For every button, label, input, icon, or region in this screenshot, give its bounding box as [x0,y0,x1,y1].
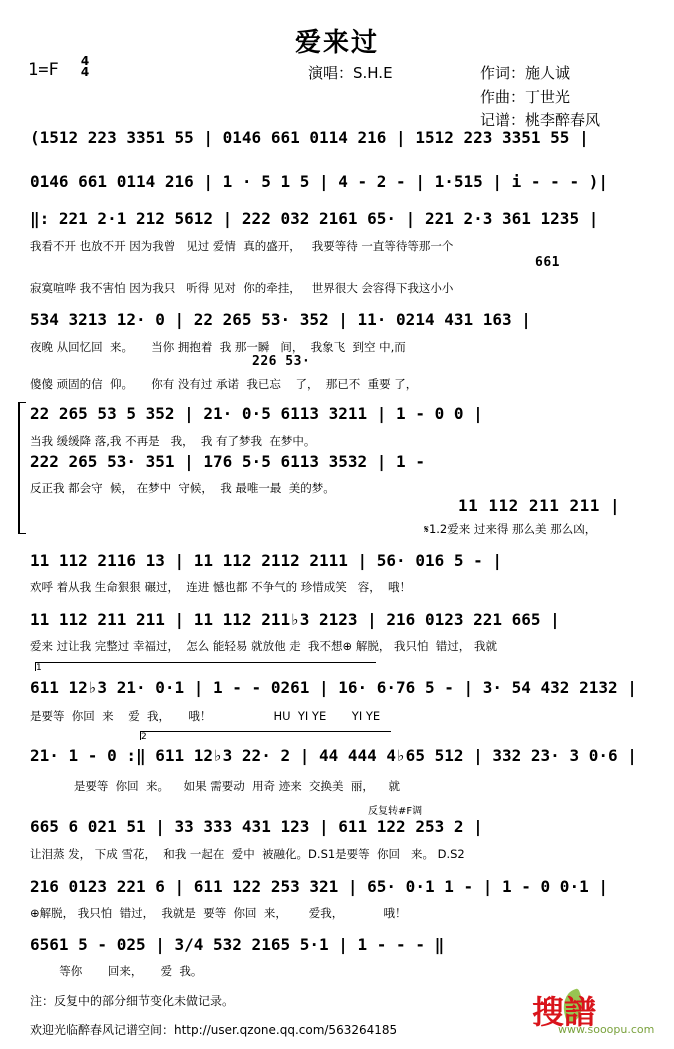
lyric-line-7: 欢呼 着从我 生命狠狠 碾过， 连进 憾也都 不争气的 珍惜成笑 容， 哦！ [30,580,412,594]
footer-link[interactable]: 欢迎光临醉春风记谱空间：http://user.qzone.qq.com/563264185 [30,1023,398,1037]
score-line-2: 0146 661 0114 216 | 1 · 5 1 5 | 4 - 2 - | 1·515 | i - - - )| [30,172,608,191]
lyricist-credit: 作词：施人诚 [480,64,571,82]
score-line-11: 665 6 021 51 | 33 333 431 123 | 611 122 253 2 | [30,817,483,836]
lyric-line-13: 等你 回来， 爱 我。 [30,964,203,978]
lyric-line-4a: 夜晚 从回忆回 来。 当你 拥抱着 我 那一瞬 间， 我象飞 到空 中,而 [30,340,406,354]
lyric-line-4b: 傻傻 顽固的信 仰。 你有 没有过 承诺 我已忘 了， 那已不 重要 了， [30,377,418,391]
volta-1: 1 [35,662,376,671]
score-line-3: ‖: 221 2·1 212 5612 | 222 032 2161 65· | 221 2·3 361 1235 | [30,209,599,228]
transcriber-credit: 记谱：桃李醉春风 [480,111,601,129]
bracket [18,402,26,534]
modulation-marker: 反复转#F调 [368,806,423,817]
lyric-line-3b: 寂寞喧哗 我不害怕 因为我只 听得 见对 你的牵挂， 世界很大 会容得下我这小小 [30,281,454,295]
score-line-7: 11 112 2116 13 | 11 112 2112 2111 | 56· 016 5 - | [30,551,503,570]
logo-url: www.sooopu.com [558,1023,655,1036]
lyric-line-9: 是要等 你回 来 爱 我， 哦！ HU YI YE YI YE [30,709,381,723]
score-line-12: 216 0123 221 6 | 611 122 253 321 | 65· 0·1 1 - | 1 - 0 0·1 | [30,877,608,896]
site-logo[interactable] [518,985,658,1039]
composer-credit: 作曲：丁世光 [480,88,571,106]
lyric-line-6: 𝄋1.2爱来 过来得 那么美 那么凶， [424,522,597,536]
footnote: 注：反复中的部分细节变化未做记录。 [30,994,235,1008]
time-sig-top: 4 [80,54,90,68]
lyric-line-11: 让泪蒸 发， 下成 雪花， 和我 一起在 爱中 被融化。D.S1是要等 你回 来。 D.S2 [30,847,465,861]
lyric-line-12: ⊕解脱， 我只怕 错过， 我就是 要等 你回 来， 爱我， 哦！ [30,906,407,920]
key-signature: 1=F [28,60,59,80]
volta-2: 2 [140,731,391,740]
score-line-10: 21· 1 - 0 :‖ 611 12♭3 22· 2 | 44 444 4♭65 512 | 332 23· 3 0·6 | [30,746,637,765]
score-line-6: 11 112 211 211 | [458,496,621,515]
lyric-line-8: 爱来 过让我 完整过 幸福过， 怎么 能轻易 就放他 走 我不想⊕ 解脱， 我只怕 错过， 我就 [30,639,497,653]
score-line-13: 6561 5 - 025 | 3/4 532 2165 5·1 | 1 - - - ‖ [30,935,445,954]
lyric-line-10: 是要等 你回 来。 如果 需要动 用奇 迹来 交换美 丽， 就 [30,779,400,793]
time-signature [78,56,92,78]
score-line-5-voice2: 222 265 53· 351 | 176 5·5 6113 3532 | 1 - [30,452,425,471]
lyric-line-3-extra: 661 [535,255,560,270]
time-sig-bottom: 4 [80,65,90,79]
score-line-8: 11 112 211 211 | 11 112 211♭3 2123 | 216 0123 221 665 | [30,610,560,629]
score-line-9: 611 12♭3 21· 0·1 | 1 - - 0261 | 16· 6·76 5 - | 3· 54 432 2132 | [30,678,637,697]
singer-credit: 演唱：S.H.E [308,64,393,82]
lyric-line-4-extra: 226 53· [252,354,311,369]
lyric-line-5a: 当我 缓缓降 落,我 不再是 我， 我 有了梦我 在梦中。 [30,434,316,448]
score-line-4: 534 3213 12· 0 | 22 265 53· 352 | 11· 0214 431 163 | [30,310,531,329]
logo-text: 搜譜 [532,993,597,1031]
score-line-5: 22 265 53 5 352 | 21· 0·5 6113 3211 | 1 - 0 0 | [30,404,483,423]
lyric-line-3a: 我看不开 也放不开 因为我曾 见过 爱情 真的盛开， 我要等待 一直等待等那一个 [30,239,454,253]
page-title: 爱来过 [294,28,379,58]
lyric-line-5b: 反正我 都会守 候， 在梦中 守候， 我 最唯一最 美的梦。 [30,481,335,495]
score-line-1: (1512 223 3351 55 | 0146 661 0114 216 | 1512 223 3351 55 | [30,128,589,147]
